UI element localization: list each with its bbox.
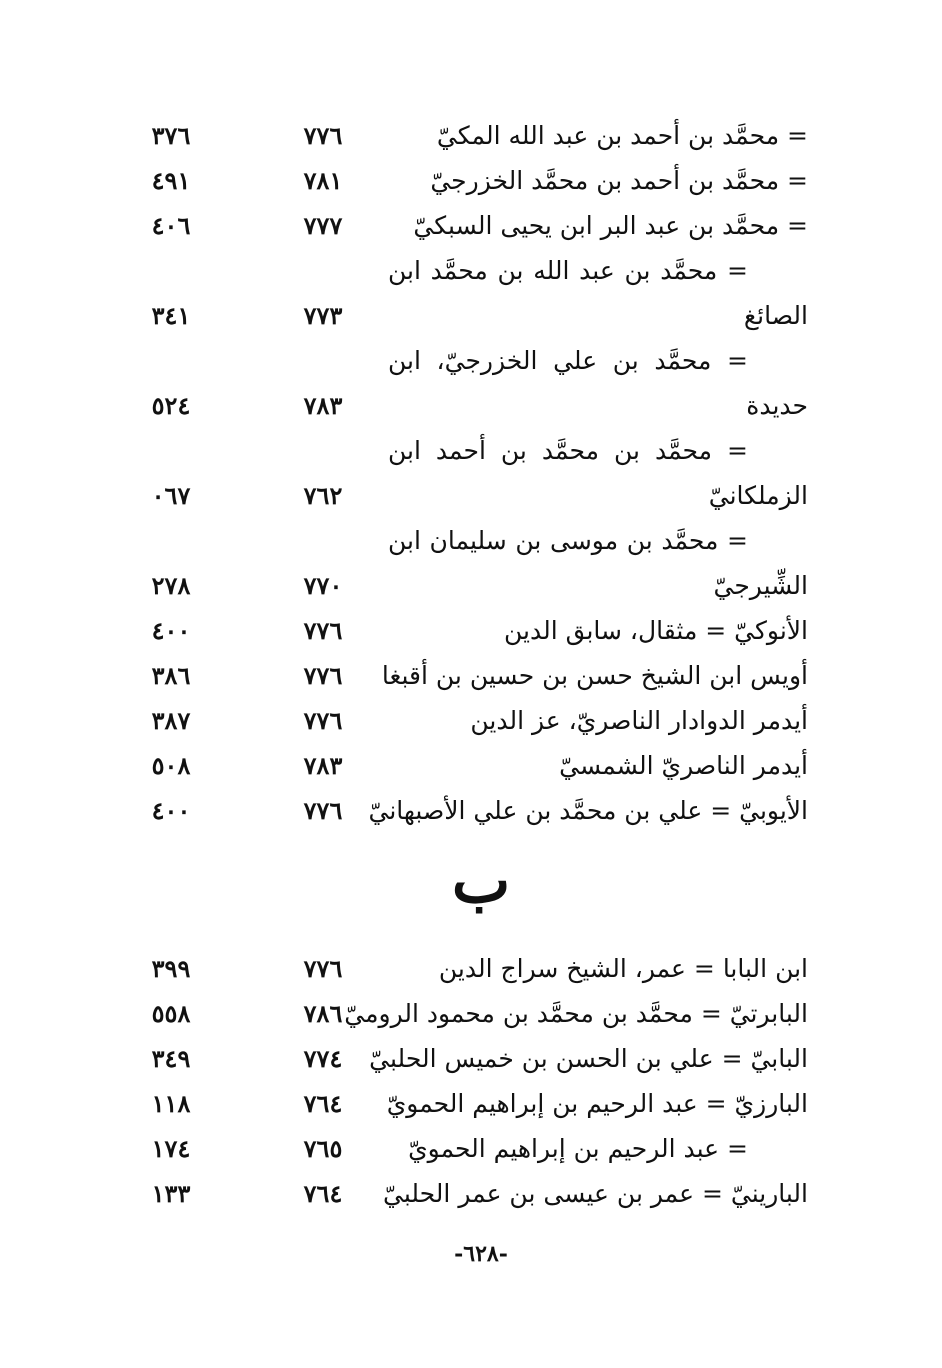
index-entry — [0, 384, 942, 428]
index-entry-continued-line — [0, 519, 942, 563]
entry-year: ٧٧٦ — [303, 661, 343, 690]
entry-number: ٤٠٦ — [151, 211, 191, 240]
entry-number: ٤٩١ — [151, 166, 191, 195]
entry-name: البابرتيّ = محمَّد بن محمَّد بن محمود الروميّ — [344, 999, 808, 1028]
entry-name-first-line: = محمَّد بن عبد الله بن محمَّد ابن — [388, 256, 748, 285]
index-entry — [0, 1172, 942, 1216]
entry-number: ٣٨٧ — [151, 706, 191, 735]
entry-name: = محمَّد بن أحمد بن عبد الله المكيّ — [436, 121, 808, 150]
entry-name: البارينيّ = عمر بن عيسى بن عمر الحلبيّ — [383, 1179, 808, 1208]
section-letter-heading: ب — [451, 844, 511, 917]
index-entry — [0, 947, 942, 991]
entry-year: ٧٧٠ — [303, 571, 343, 600]
entry-number: ٣٤٩ — [151, 1044, 191, 1073]
entry-name: ابن البابا = عمر، الشيخ سراج الدين — [438, 954, 808, 983]
entry-number: ٥٢٤ — [151, 391, 191, 420]
entry-year: ٧٧٧ — [303, 211, 343, 240]
entry-year: ٧٨٣ — [303, 751, 343, 780]
index-entry — [0, 654, 942, 698]
entry-number: ٤٠٠ — [151, 796, 191, 825]
index-entry-continued-line — [0, 429, 942, 473]
index-entry-continued-line — [0, 249, 942, 293]
page-number: -٦٢٨- — [454, 1241, 508, 1267]
entry-year: ٧٧٦ — [303, 954, 343, 983]
entry-number: ١٣٣ — [151, 1179, 191, 1208]
entry-name: الزملكانيّ — [708, 481, 808, 510]
entry-number: ٥٥٨ — [151, 999, 191, 1028]
entry-name: أويس ابن الشيخ حسن بن حسين بن أقبغا — [381, 661, 808, 690]
index-entry — [0, 294, 942, 338]
entry-name-first-line: = محمَّد بن محمَّد بن أحمد ابن — [388, 436, 748, 465]
entry-name: أيدمر الناصريّ الشمسيّ — [559, 751, 808, 780]
entry-number: ١٧٤ — [151, 1134, 191, 1163]
entry-year: ٧٧٦ — [303, 796, 343, 825]
entry-name: = عبد الرحيم بن إبراهيم الحمويّ — [408, 1134, 748, 1163]
entry-number: ١١٨ — [151, 1089, 191, 1118]
entry-name: البارزيّ = عبد الرحيم بن إبراهيم الحمويّ — [386, 1089, 808, 1118]
index-entry — [0, 744, 942, 788]
entry-year: ٧٧٦ — [303, 706, 343, 735]
entry-year: ٧٧٦ — [303, 121, 343, 150]
entry-name-first-line: = محمَّد بن موسى بن سليمان ابن — [388, 526, 748, 555]
entry-number: ٣٩٩ — [151, 954, 191, 983]
entry-year: ٧٨٣ — [303, 391, 343, 420]
entry-year: ٧٧٤ — [303, 1044, 343, 1073]
index-entry — [0, 204, 942, 248]
entry-number: ٤٠٠ — [151, 616, 191, 645]
index-entry — [0, 114, 942, 158]
entry-number: ٣٨٦ — [151, 661, 191, 690]
entry-name: حديدة — [746, 391, 808, 420]
entry-name: = محمَّد بن أحمد بن محمَّد الخزرجيّ — [430, 166, 808, 195]
index-entry — [0, 159, 942, 203]
entry-name: الأنوكيّ = مثقال، سابق الدين — [503, 616, 808, 645]
index-entry — [0, 609, 942, 653]
entry-year: ٧٨١ — [303, 166, 343, 195]
index-entry — [0, 1082, 942, 1126]
entry-year: ٧٦٢ — [303, 481, 343, 510]
index-entry — [0, 1127, 942, 1171]
entry-year: ٧٨٦ — [303, 999, 343, 1028]
entry-year: ٧٦٤ — [303, 1179, 343, 1208]
entry-year: ٧٧٦ — [303, 616, 343, 645]
entry-number: ٣٤١ — [151, 301, 191, 330]
entry-name: الصائغ — [743, 301, 808, 330]
index-entry-continued-line — [0, 339, 942, 383]
entry-year: ٧٧٣ — [303, 301, 343, 330]
index-entry — [0, 474, 942, 518]
entry-number: ٢٧٨ — [151, 571, 191, 600]
entry-year: ٧٦٥ — [303, 1134, 343, 1163]
index-entry — [0, 992, 942, 1036]
entry-number: ٣٧٦ — [151, 121, 191, 150]
entry-year: ٧٦٤ — [303, 1089, 343, 1118]
index-entry — [0, 564, 942, 608]
entry-name: = محمَّد بن عبد البر ابن يحيى السبكيّ — [413, 211, 808, 240]
index-entry — [0, 699, 942, 743]
entry-name: أيدمر الدوادار الناصريّ، عز الدين — [470, 706, 808, 735]
index-entry — [0, 1037, 942, 1081]
entry-number: ٠٦٧ — [151, 481, 191, 510]
entry-name: الأيوبيّ = علي بن محمَّد بن علي الأصبهانيّ — [368, 796, 808, 825]
entry-name: الشِّيرجيّ — [713, 571, 808, 600]
entry-name-first-line: = محمَّد بن علي الخزرجيّ، ابن — [388, 346, 748, 375]
index-entry — [0, 789, 942, 833]
entry-name: البابيّ = علي بن الحسن بن خميس الحلبيّ — [369, 1044, 808, 1073]
entry-number: ٥٠٨ — [151, 751, 191, 780]
